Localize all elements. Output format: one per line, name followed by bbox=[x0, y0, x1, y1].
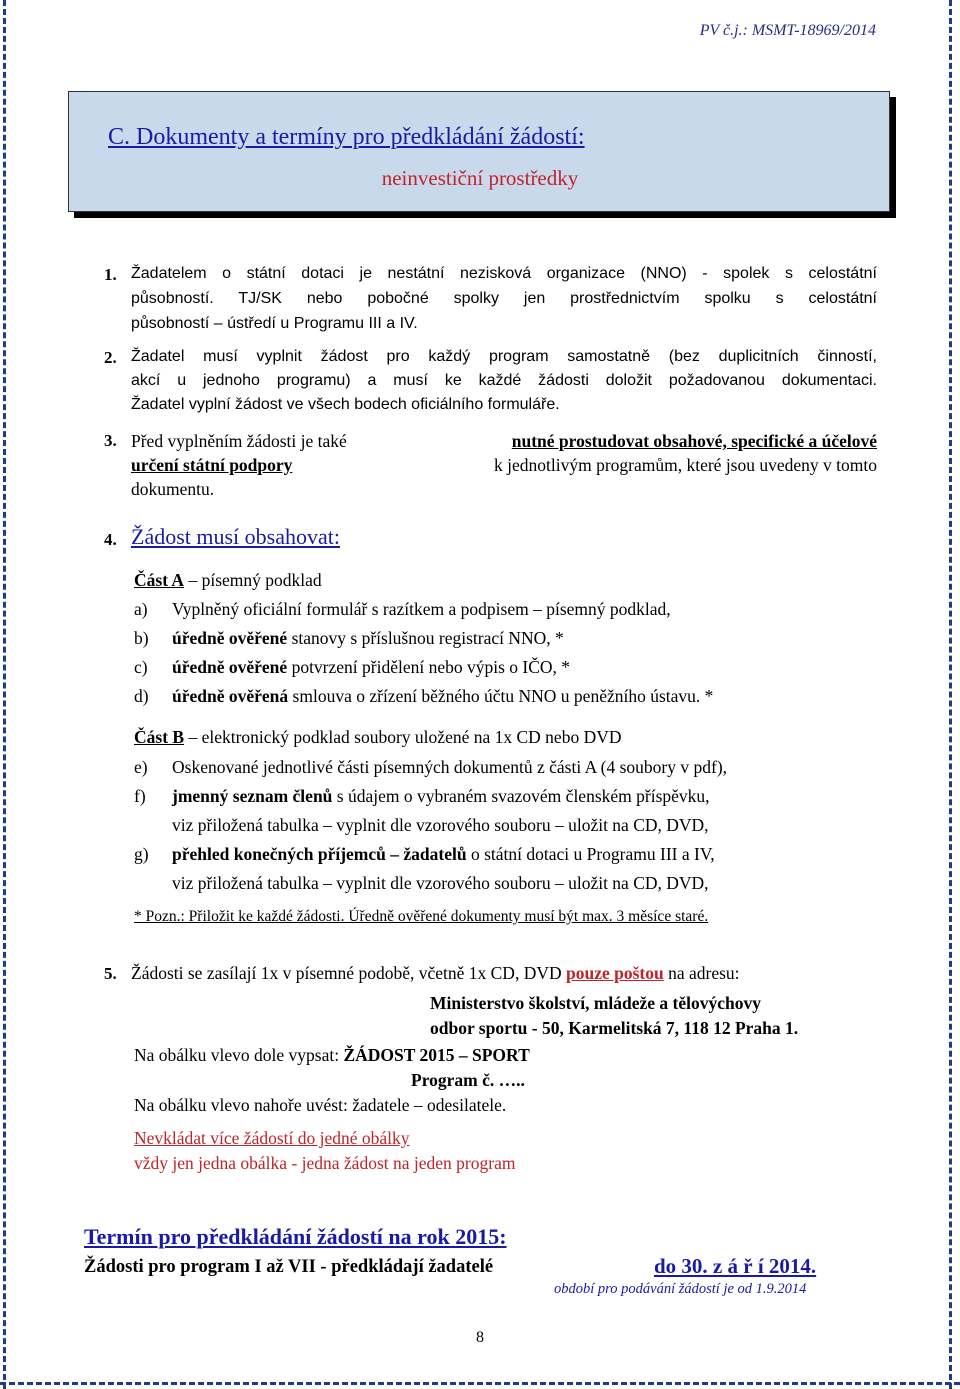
item-1-number: 1. bbox=[104, 265, 117, 284]
document-reference: PV č.j.: MSMT-18969/2014 bbox=[699, 22, 876, 39]
item-3-emphasis-2: určení státní podpory bbox=[131, 455, 293, 475]
part-a-label: Část A bbox=[134, 570, 185, 590]
item-3-line-1 bbox=[131, 431, 877, 452]
list-marker-c: c) bbox=[134, 657, 148, 677]
item-3-line-2 bbox=[131, 455, 877, 476]
page-subtitle: neinvestiční prostředky bbox=[381, 166, 579, 190]
envelope-label: Na obálku vlevo dole vypsat: bbox=[134, 1045, 340, 1065]
item-5-line-1 bbox=[131, 963, 740, 984]
page-number: 8 bbox=[476, 1329, 484, 1346]
list-item-g-line-2: viz přiložená tabulka – vyplnit dle vzorového souboru – uložit na CD, DVD, bbox=[172, 873, 709, 893]
envelope-instruction-2: Na obálku vlevo nahoře uvést: žadatele – odesilatele. bbox=[134, 1095, 507, 1115]
list-text-f: s údajem o vybraném svazovém členském příspěvku, bbox=[336, 786, 710, 806]
part-b-text: – elektronický podklad soubory uložené na 1x CD nebo DVD bbox=[188, 727, 622, 747]
item-5-number: 5. bbox=[104, 964, 117, 983]
list-marker-f: f) bbox=[134, 786, 146, 806]
item-2-number: 2. bbox=[104, 348, 117, 367]
deadline-text: Žádosti pro program I až VII - předkládají žadatelé bbox=[84, 1257, 494, 1277]
item-2-line-1: Žadatel musí vyplnit žádost pro každý program samostatně (bez duplicitních činností, bbox=[131, 348, 877, 365]
warning-line-2: vždy jen jedna obálka - jedna žádost na jeden program bbox=[134, 1153, 516, 1173]
envelope-program: Program č. ….. bbox=[411, 1070, 525, 1090]
part-b-label: Část B bbox=[134, 727, 185, 747]
note: * Pozn.: Přiložit ke každé žádosti. Úředně ověřené dokumenty musí být max. 3 měsíce staré. bbox=[134, 908, 709, 925]
address-line-2: odbor sportu - 50, Karmelitská 7, 118 12 Praha 1. bbox=[430, 1018, 799, 1038]
deadline-date: do 30. z á ř í 2014. bbox=[654, 1254, 817, 1278]
list-text-a: Vyplněný oficiální formulář s razítkem a podpisem – písemný podklad, bbox=[172, 599, 671, 619]
item-5-text-end: na adresu: bbox=[668, 963, 740, 983]
list-item-f bbox=[134, 786, 710, 807]
item-2-line-3: Žadatel vyplní žádost ve všech bodech oficiálního formuláře. bbox=[131, 396, 560, 413]
list-item-f-line-2: viz přiložená tabulka – vyplnit dle vzorového souboru – uložit na CD, DVD, bbox=[172, 815, 709, 835]
item-3-intro: Před vyplněním žádosti je také bbox=[131, 431, 347, 451]
title-box bbox=[68, 91, 890, 212]
border-left bbox=[3, 0, 6, 1389]
item-1-line-1: Žadatelem o státní dotaci je nestátní nezisková organizace (NNO) - spolek s celostátní bbox=[131, 265, 877, 282]
list-text-e: Oskenované jednotlivé části písemných dokumentů z části A (4 soubory v pdf), bbox=[172, 757, 728, 777]
list-marker-d: d) bbox=[134, 686, 149, 706]
item-4-number: 4. bbox=[104, 530, 117, 549]
deadline-period: období pro podávání žádostí je od 1.9.2014 bbox=[554, 1281, 807, 1297]
list-item-a bbox=[134, 599, 671, 620]
item-4-heading: Žádost musí obsahovat: bbox=[131, 524, 340, 549]
warning-line-1: Nevkládat více žádostí do jedné obálky bbox=[134, 1128, 410, 1148]
deadline-heading: Termín pro předkládání žádostí na rok 2015: bbox=[84, 1224, 507, 1249]
border-right bbox=[949, 0, 952, 1389]
list-item-d bbox=[134, 686, 713, 707]
item-3-continuation: k jednotlivým programům, které jsou uvedeny v tomto bbox=[494, 455, 877, 475]
envelope-instruction-1 bbox=[134, 1045, 530, 1066]
list-bold-b: úředně ověřené bbox=[172, 628, 288, 648]
page-title: C. Dokumenty a termíny pro předkládání žádostí: bbox=[108, 124, 585, 150]
list-text-d: smlouva o zřízení běžného účtu NNO u peněžního ústavu. * bbox=[292, 686, 714, 706]
item-3-line-3: dokumentu. bbox=[131, 479, 215, 499]
item-5-post-only: pouze poštou bbox=[565, 963, 664, 983]
item-1-line-2: působností. TJ/SK nebo pobočné spolky jen prostřednictvím spolku s celostátní bbox=[131, 290, 877, 307]
list-text-b: stanovy s příslušnou registrací NNO, * bbox=[291, 628, 564, 648]
item-5-text: Žádosti se zasílají 1x v písemné podobě, včetně 1x CD, DVD bbox=[131, 963, 562, 983]
list-marker-e: e) bbox=[134, 757, 148, 777]
list-text-g: o státní dotaci u Programu III a IV, bbox=[470, 844, 715, 864]
list-bold-f: jmenný seznam členů bbox=[172, 786, 333, 806]
list-bold-d: úředně ověřená bbox=[172, 686, 289, 706]
item-3-emphasis: nutné prostudovat obsahové, specifické a účelové bbox=[511, 431, 877, 451]
list-item-c bbox=[134, 657, 570, 678]
part-a-text: – písemný podklad bbox=[188, 570, 322, 590]
part-b-heading bbox=[134, 727, 621, 748]
list-marker-a: a) bbox=[134, 599, 148, 619]
list-marker-g: g) bbox=[134, 844, 149, 864]
address-line-1: Ministerstvo školství, mládeže a tělovýchovy bbox=[430, 993, 761, 1013]
list-marker-b: b) bbox=[134, 628, 149, 648]
border-bottom bbox=[0, 1382, 960, 1385]
list-bold-c: úředně ověřené bbox=[172, 657, 288, 677]
item-2-line-2: akcí u jednoho programu) a musí ke každé žádosti doložit požadovanou dokumentaci. bbox=[131, 372, 877, 389]
list-item-e bbox=[134, 757, 727, 778]
list-item-b bbox=[134, 628, 564, 649]
list-bold-g: přehled konečných příjemců – žadatelů bbox=[172, 844, 467, 864]
list-text-c: potvrzení přidělení nebo výpis o IČO, * bbox=[291, 657, 571, 677]
list-item-g bbox=[134, 844, 715, 865]
envelope-code: ŽÁDOST 2015 – SPORT bbox=[343, 1045, 530, 1065]
part-a-heading bbox=[134, 570, 322, 591]
item-1-line-3: působností – ústředí u Programu III a IV. bbox=[131, 315, 418, 332]
item-3-number: 3. bbox=[104, 431, 117, 450]
